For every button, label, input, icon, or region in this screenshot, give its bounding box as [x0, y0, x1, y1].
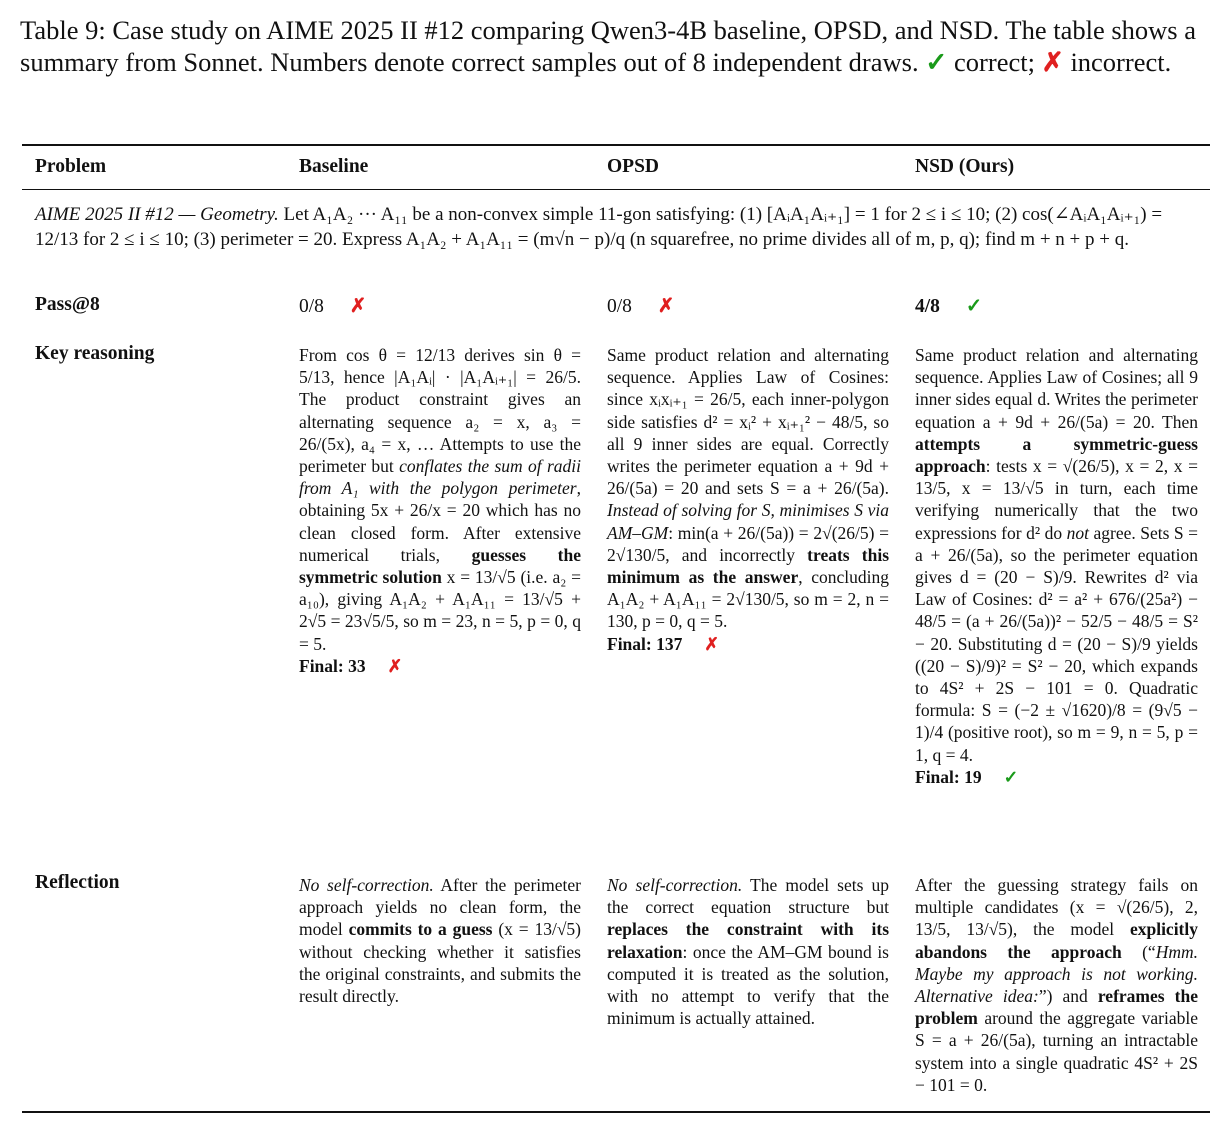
reflection-opsd: [607, 874, 889, 1029]
reasoning-nsd: [915, 344, 1198, 788]
problem-statement: [35, 203, 1195, 252]
cross-icon: ✗: [1041, 47, 1064, 77]
pass-nsd: [915, 294, 982, 318]
reflection-nsd: [915, 874, 1198, 1096]
reasoning-highlight: attempts a symmetric-guess approach: [915, 433, 1198, 477]
final-answer-nsd: [915, 766, 1198, 788]
reasoning-text: , concluding A₁A₂ + A₁A₁₁ = 2√130/5, so m = 2, n = 130, p = 0, q = 5.: [607, 567, 889, 632]
cross-icon: ✗: [387, 655, 403, 676]
reflection-text: The model sets up the correct equation structure but: [607, 875, 889, 918]
table-caption: [20, 14, 1215, 78]
reasoning-text: agree. Sets S = a + 26/(5a), so the perimeter equation gives d = (20 − S)/9. Rewrites d² via Law of Cosines: d² = a² + 676/(25a²) − 48/5 = (a + 26/(5a))² − 52/5 − 48/5 = S² − 20. Substituting d = (20 − S)/9 yields ((20 − S)/9)² = S² − 20, which expands to 4S² + 2S − 101 = 0. Quadratic formula: S = (−2 ± √1620)/8 = (9√5 − 1)/4 (positive root), so m = 9, n = 5, p = 1, q = 4.: [915, 522, 1199, 765]
final-label: Final: 33: [299, 655, 366, 676]
top-rule: [22, 144, 1210, 146]
reflection-text: around the aggregate variable S = a + 26/(5a), turning an intractable system into a single quadratic 4S² + 2S − 101 = 0.: [915, 1008, 1199, 1095]
header-rule: [22, 189, 1210, 190]
reasoning-baseline: [299, 344, 581, 677]
reflection-text: After the guessing strategy fails on multiple candidates (x = √(26/5), 2, 13/5, 13/√5), the model: [915, 875, 1198, 940]
reasoning-opsd: [607, 344, 889, 655]
caption-text: Table 9: Case study on AIME 2025 II #12 comparing Qwen3-4B baseline, OPSD, and NSD. The table shows a summary from Sonnet. Numbers denote correct samples out of 8 independent draws.: [20, 15, 1197, 77]
cross-icon: ✗: [349, 296, 367, 317]
pass-baseline: [299, 294, 366, 318]
reasoning-text: , obtaining 5x + 26/x = 20 which has no clean closed form. After extensive numerical trials,: [299, 478, 581, 565]
pass-baseline-value: 0/8: [299, 296, 324, 317]
cross-icon: ✗: [704, 633, 720, 654]
reflection-text: ”) and: [1038, 986, 1088, 1007]
reflection-highlight: commits to a guess: [348, 919, 493, 940]
final-label: Final: 19: [915, 766, 982, 787]
reflection-lead: No self-correction.: [607, 875, 743, 895]
reflection-highlight: replaces the constraint with its relaxation: [607, 919, 889, 962]
reasoning-emphasis: not: [1066, 522, 1089, 543]
cross-icon: ✗: [657, 296, 675, 317]
reflection-text: (“: [1142, 941, 1156, 962]
row-label-reflection: Reflection: [35, 872, 120, 893]
check-icon: ✓: [965, 296, 983, 317]
check-icon: ✓: [1003, 766, 1019, 787]
problem-text: Let A₁A₂ ··· A₁₁ be a non-convex simple 11-gon satisfying: (1) [AᵢA₁Aᵢ₊₁] = 1 for 2 ≤ i ≤ 10; (2) cos(∠AᵢA₁Aᵢ₊₁) = 12/13 for 2 ≤ i ≤ 10; (3) perimeter = 20. Express A₁A₂ + A₁A₁₁ = (m√n − p)/q (n squarefree, no prime divides all of m, p, q); find m + n + p + q.: [35, 204, 1163, 250]
problem-title: AIME 2025 II #12 — Geometry.: [35, 204, 279, 225]
reasoning-text: x = 13/√5 (i.e. a₂ = a₁₀), giving A₁A₂ + A₁A₁₁ = 13/√5 + 2√5 = 23√5/5, so m = 23, n = 5, p = 0, q = 5.: [299, 567, 582, 654]
header-opsd: OPSD: [607, 156, 660, 177]
final-answer-opsd: [607, 633, 889, 655]
reflection-highlight: reframes the problem: [915, 986, 1198, 1029]
reflection-quote: Hmm. Maybe my approach is not working. Alternative idea:: [915, 941, 1198, 1007]
pass-nsd-value: 4/8: [915, 296, 940, 317]
reasoning-text: : min(a + 26/(5a)) = 2√(26/5) = 2√130/5, and incorrectly: [607, 522, 889, 565]
header-problem: Problem: [35, 156, 107, 177]
reasoning-text: Same product relation and alternating sequence. Applies Law of Cosines; all 9 inner sides equal d. Writes the perimeter equation a + 9d + 26/(5a) = 20. Then: [915, 345, 1198, 432]
pass-opsd-value: 0/8: [607, 296, 632, 317]
reflection-baseline: [299, 874, 581, 1007]
caption-cross-label: incorrect.: [1070, 47, 1172, 77]
reasoning-emphasis: Instead of solving for S, minimises S via AM–GM: [607, 500, 889, 543]
reasoning-highlight: guesses the symmetric solution: [299, 544, 581, 588]
row-label-pass: Pass@8: [35, 294, 100, 315]
reflection-text: (x = 13/√5) without checking whether it satisfies the original constraints, and submits the result directly.: [299, 919, 581, 1007]
reflection-lead: No self-correction.: [299, 875, 434, 895]
reasoning-highlight: treats this minimum as the answer: [607, 544, 890, 588]
pass-opsd: [607, 294, 674, 318]
header-baseline: Baseline: [299, 156, 369, 177]
check-icon: ✓: [925, 47, 948, 77]
caption-check-label: correct;: [954, 47, 1035, 77]
bottom-rule: [22, 1111, 1210, 1113]
header-nsd: NSD (Ours): [915, 156, 1015, 177]
reasoning-text: : tests x = √(26/5), x = 2, x = 13/5, x = 13/√5 in turn, each time verifying numerically that the two expressions for d² do: [915, 456, 1198, 543]
row-label-reasoning: Key reasoning: [35, 343, 155, 364]
reasoning-text: From cos θ = 12/13 derives sin θ = 5/13, hence |A₁Aᵢ| · |A₁Aᵢ₊₁| = 26/5. The product constraint gives an alternating sequence a₂ = x, a₃ = 26/(5x), a₄ = x, … Attempts to use the perimeter but: [299, 345, 581, 477]
reflection-text: After the perimeter approach yields no clean form, the model: [299, 875, 581, 940]
final-answer-baseline: [299, 655, 581, 677]
reflection-highlight: explicitly abandons the approach: [915, 919, 1198, 962]
reasoning-emphasis: conflates the sum of radii from A₁ with the polygon perimeter: [299, 456, 582, 499]
reasoning-text: Same product relation and alternating sequence. Applies Law of Cosines: since xᵢxᵢ₊₁ = 26/5, each inner-polygon side satisfies d² = xᵢ² + xᵢ₊₁² − 48/5, so all 9 inner sides are equal. Correctly writes the perimeter equation a + 9d + 26/(5a) = 20 and sets S = a + 26/(5a).: [607, 345, 889, 499]
reflection-text: : once the AM–GM bound is computed it is treated as the solution, with no attempt to verify that the minimum is actually attained.: [607, 941, 889, 1029]
final-label: Final: 137: [607, 633, 683, 654]
